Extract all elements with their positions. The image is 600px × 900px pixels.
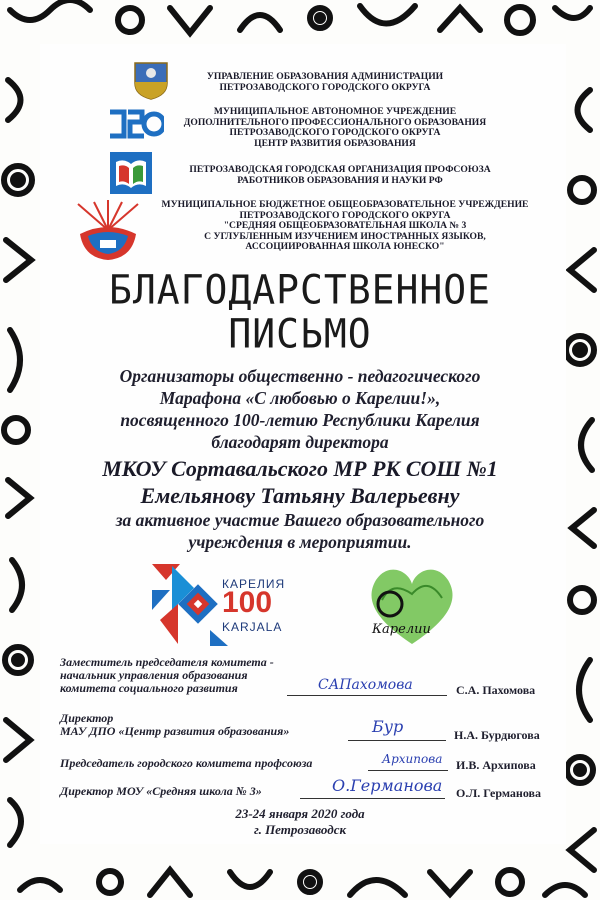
handwritten-signature-3: Архипова (382, 752, 443, 766)
letter-city: г. Петрозаводск (253, 822, 347, 837)
role-line: комитета социального развития (60, 681, 238, 695)
handwritten-signature-2: Бур (372, 717, 404, 736)
center-of-education-logo-icon (106, 104, 164, 144)
love-karelia-logo-text: Карелии (372, 622, 431, 637)
body-line-1: Организаторы общественно - педагогического (119, 366, 481, 386)
org-line: С УГЛУБЛЕННЫМ ИЗУЧЕНИЕМ ИНОСТРАННЫХ ЯЗЫКОВ, (204, 230, 486, 242)
org-education-center (170, 107, 500, 149)
org-school-3 (150, 200, 540, 253)
body-line-2: Марафона «С любовью о Карелии!», (159, 388, 441, 408)
body-line-6: учреждения в мероприятии. (188, 532, 412, 552)
signature-line-4 (300, 798, 445, 799)
school-3-emblem-icon (70, 200, 146, 262)
org-line: ПЕТРОЗАВОДСКАЯ ГОРОДСКАЯ ОРГАНИЗАЦИЯ ПРОФСОЮЗА (189, 164, 491, 175)
signature-line-2 (348, 740, 446, 741)
signatory-name-2: Н.А. Бурдюгова (454, 728, 540, 742)
karelia-logo-text-bottom: KARJALA (222, 620, 283, 634)
body-line-5: за активное участие Вашего образовательного (115, 510, 485, 530)
org-line: АССОЦИИРОВАННАЯ ШКОЛА ЮНЕСКО" (245, 241, 445, 252)
body-line-4: благодарят директора (211, 432, 389, 452)
handwritten-signature-4: О.Германова (332, 776, 443, 795)
signatory-name-1: С.А. Пахомова (456, 683, 536, 697)
body-line-3: посвященного 100-летию Республики Карелия (120, 410, 480, 430)
org-line: ПЕТРОЗАВОДСКОГО ГОРОДСКОГО ОКРУГА (229, 127, 441, 138)
org-line: ДОПОЛНИТЕЛЬНОГО ПРОФЕССИОНАЛЬНОГО ОБРАЗОВАНИЯ (183, 116, 487, 128)
org-line: МУНИЦИПАЛЬНОЕ АВТОНОМНОЕ УЧРЕЖДЕНИЕ (213, 106, 457, 117)
org-line: ЦЕНТР РАЗВИТИЯ ОБРАЗОВАНИЯ (254, 137, 416, 149)
org-line: ПЕТРОЗАВОДСКОГО ГОРОДСКОГО ОКРУГА (219, 81, 431, 93)
org-education-department (180, 72, 470, 93)
letter-title-line2: ПИСЬМО (228, 310, 372, 358)
letter-date: 23-24 января 2020 года (235, 806, 365, 821)
trade-union-logo-icon (108, 150, 154, 196)
org-line: "СРЕДНЯЯ ОБЩЕОБРАЗОВАТЕЛЬНАЯ ШКОЛА № 3 (223, 220, 467, 231)
org-line: МУНИЦИПАЛЬНОЕ БЮДЖЕТНОЕ ОБЩЕОБРАЗОВАТЕЛЬНОЕ УЧРЕЖДЕНИЕ (161, 199, 529, 210)
signatory-name-3: И.В. Архипова (456, 758, 536, 772)
karelia-logo-number: 100 (222, 586, 273, 619)
handwritten-signature-1: САПахомова (318, 677, 413, 693)
role-line: Заместитель председателя комитета - (60, 655, 274, 669)
role-line: Директор (60, 711, 114, 725)
org-line: УПРАВЛЕНИЕ ОБРАЗОВАНИЯ АДМИНИСТРАЦИИ (206, 71, 444, 82)
karelia-logo-text-top: КАРЕЛИЯ (222, 577, 286, 591)
letter-title-line1: БЛАГОДАРСТВЕННОЕ (108, 266, 492, 314)
signature-line-3 (368, 770, 448, 771)
org-line: РАБОТНИКОВ ОБРАЗОВАНИЯ И НАУКИ РФ (237, 174, 443, 186)
signature-line-1 (287, 695, 447, 696)
signature-role-4: Директор МОУ «Средняя школа № 3» (60, 784, 262, 798)
signature-role-2 (60, 712, 289, 738)
recipient-person: Емельянову Татьяну Валерьевну (140, 483, 460, 508)
org-line: ПЕТРОЗАВОДСКОГО ГОРОДСКОГО ОКРУГА (239, 209, 451, 221)
signatory-name-4: О.Л. Германова (456, 786, 542, 800)
role-line: начальник управления образования (60, 668, 248, 682)
role-line: МАУ ДПО «Центр развития образования» (60, 724, 290, 738)
signature-role-1 (60, 656, 274, 695)
signature-role-3: Председатель городского комитета профсоюза (60, 756, 313, 770)
org-trade-union (160, 165, 520, 186)
petrozavodsk-coat-of-arms-icon (132, 60, 170, 100)
recipient-school: МКОУ Сортавальского МР РК СОШ №1 (102, 456, 498, 481)
